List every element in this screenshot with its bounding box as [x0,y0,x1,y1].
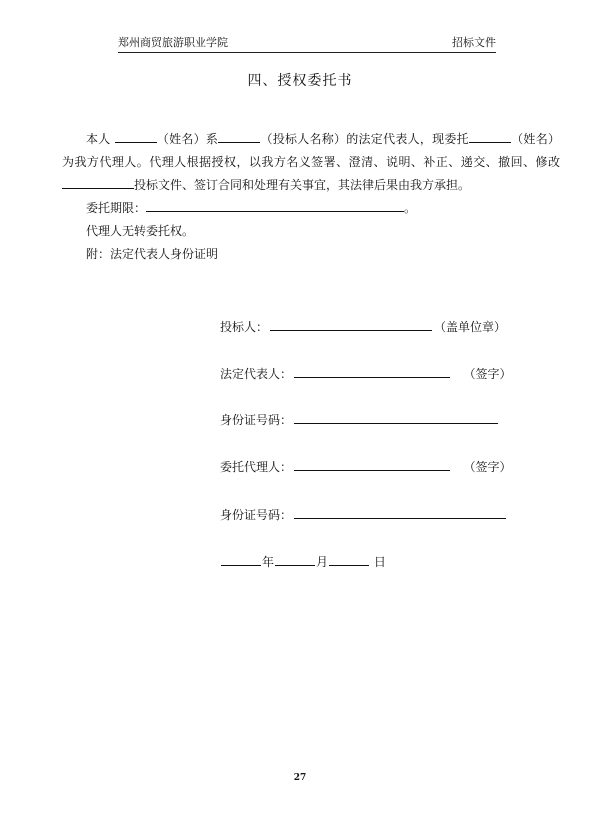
month-label: 月 [316,555,329,569]
year-label: 年 [262,555,275,569]
name-blank[interactable] [115,130,157,143]
legal-rep-id-blank[interactable] [294,411,498,424]
legal-rep-blank[interactable] [294,365,450,378]
month-blank[interactable] [275,553,315,566]
bidder-label: 投标人： [220,320,269,334]
agent-note: （签字） [463,460,512,474]
text-segment: 投标文件、签订合同和处理有关事宜，其法律后果由我方承担。 [134,178,471,192]
text-segment: 本人 [86,132,111,146]
bidder-blank[interactable] [270,318,432,331]
legal-rep-note: （签字） [463,367,512,381]
agent-blank[interactable] [294,458,450,471]
header-institution: 郑州商贸旅游职业学院 [118,36,228,49]
authorization-paragraph [62,128,560,197]
signature-legal-rep [220,365,511,382]
text-segment: （投标人名称）的法定代表人，现委托 [260,132,469,146]
term-line [62,197,560,220]
signature-agent [220,458,511,475]
agent-id-blank[interactable] [294,506,506,519]
text-segment: （姓名）系 [156,132,219,146]
term-label: 委托期限： [86,201,147,215]
agent-name-blank[interactable] [469,130,511,143]
term-end: 。 [404,201,417,215]
day-blank[interactable] [329,553,369,566]
date-row [220,553,386,570]
signature-agent-id [220,506,508,523]
legal-rep-id-label: 身份证号码： [220,413,293,427]
agent-label: 委托代理人： [220,460,293,474]
section-title: 四、授权委托书 [247,73,353,89]
day-label: 日 [373,555,386,569]
no-subdelegation-line: 代理人无转委托权。 [86,224,195,238]
bidder-note: （盖单位章） [434,320,507,334]
signature-legal-rep-id [220,411,500,428]
header-doc-type: 招标文件 [452,36,496,49]
signature-bidder [220,318,506,335]
page-header [118,34,496,53]
legal-rep-label: 法定代表人： [220,367,293,381]
page-number: 27 [293,773,307,783]
project-name-blank[interactable] [62,176,134,189]
text-segment: （姓名）为我方代理人。代理人根据授权，以我方名义签署、澄清、说明、补正、递交、撤回、修改 [62,132,560,169]
authorization-body [62,128,560,266]
term-blank[interactable] [146,199,404,212]
year-blank[interactable] [221,553,261,566]
attachment-line: 附：法定代表人身份证明 [86,247,219,261]
agent-id-label: 身份证号码： [220,508,293,522]
bidder-name-blank[interactable] [218,130,260,143]
